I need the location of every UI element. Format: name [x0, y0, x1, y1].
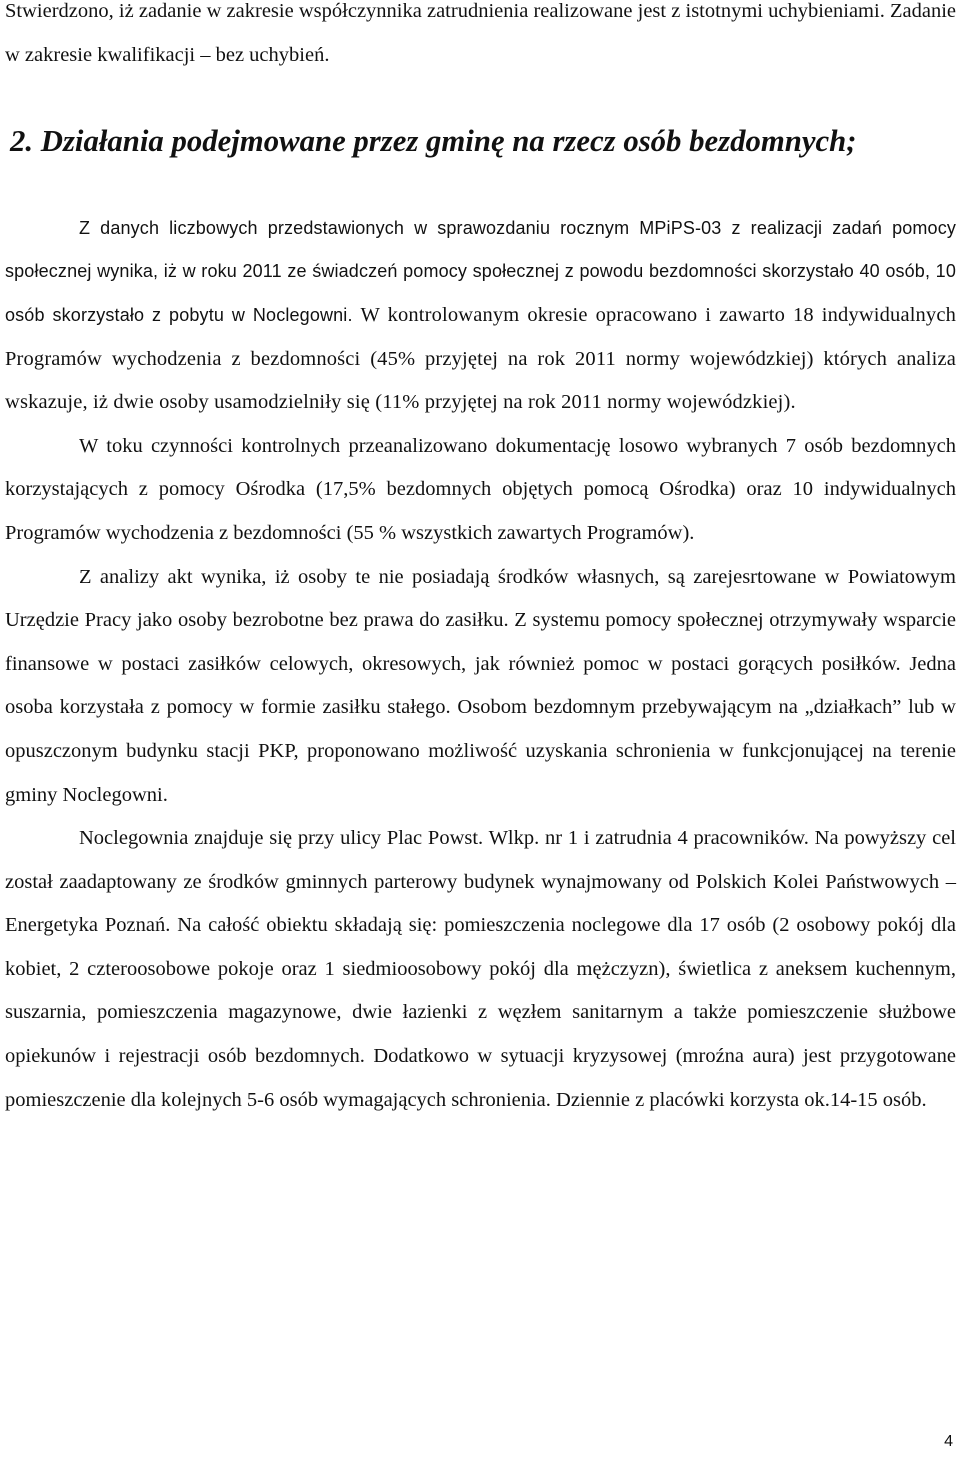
paragraph-programs-text: W kontrolowanym okresie opracowano i zawarto 18 indywidualnych Programów wychodzenia z bezdomności (45% przyjętej na rok 2011 normy wojewódzkiej) których analiza wskazuje, iż dwie osoby usamodzielniły się (11% przyjętej na rok 2011 normy wojewódzkiej). [5, 303, 956, 414]
heading-spacer [5, 164, 956, 207]
paragraph-spacer [5, 77, 956, 120]
paragraph-statistical-data [5, 207, 956, 425]
paragraph-shelter-description: Noclegownia znajduje się przy ulicy Plac Powst. Wlkp. nr 1 i zatrudnia 4 pracowników. Na powyższy cel został zaadaptowany ze środków gminnych parterowy budynek wynajmowany od Polskich Kolei Państwowych – Energetyka Poznań. Na całość obiektu składają się: pomieszczenia noclegowe dla 17 osób (2 osobowy pokój dla kobiet, 2 czteroosobowe pokoje oraz 1 siedmioosobowy pokój dla mężczyzn), świetlica z aneksem kuchennym, suszarnia, pomieszczenia magazynowe, dwie łazienki z węzłem sanitarnym a także pomieszczenie służbowe opiekunów i rejestracji osób bezdomnych. Dodatkowo w sytuacji kryzysowej (mroźna aura) jest przygotowane pomieszczenie dla kolejnych 5-6 osób wymagających schronienia. Dziennie z placówki korzysta ok.14-15 osób. [5, 827, 956, 1111]
paragraph-control-review: W toku czynności kontrolnych przeanalizowano dokumentację losowo wybranych 7 osób bezdomnych korzystających z pomocy Ośrodka (17,5% bezdomnych objętych pomocą Ośrodka) oraz 10 indywidualnych Programów wychodzenia z bezdomności (55 % wszystkich zawartych Programów). [5, 434, 956, 544]
page-number: 4 [944, 1433, 953, 1450]
section-heading-homeless-actions: 2. Działania podejmowane przez gminę na rzecz osób bezdomnych; [10, 124, 857, 159]
paragraph-employment-finding: Stwierdzono, iż zadanie w zakresie współczynnika zatrudnienia realizowane jest z istotnymi uchybieniami. Zadanie w zakresie kwalifikacji – bez uchybień. [5, 0, 956, 66]
paragraph-statistical-data-text: Z danych liczbowych przedstawionych w sprawozdaniu rocznym MPiPS-03 z realizacji zadań pomocy społecznej wynika, iż w roku 2011 ze świadczeń pomocy społecznej z powodu bezdomności skorzystało 40 osób, 10 osób skorzystało z pobytu w Noclegowni. [5, 217, 956, 325]
paragraph-file-analysis: Z analizy akt wynika, iż osoby te nie posiadają środków własnych, są zarejesrtowane w Powiatowym Urzędzie Pracy jako osoby bezrobotne bez prawa do zasiłku. Z systemu pomocy społecznej otrzymywały wsparcie finansowe w postaci zasiłków celowych, okresowych, jak również pomoc w postaci gorących posiłków. Jedna osoba korzystała z pomocy w formie zasiłku stałego. Osobom bezdomnym przebywającym na „działkach” lub w opuszczonym budynku stacji PKP, proponowano możliwość uzyskania schronienia w funkcjonującej na terenie gminy Noclegowni. [5, 565, 956, 806]
